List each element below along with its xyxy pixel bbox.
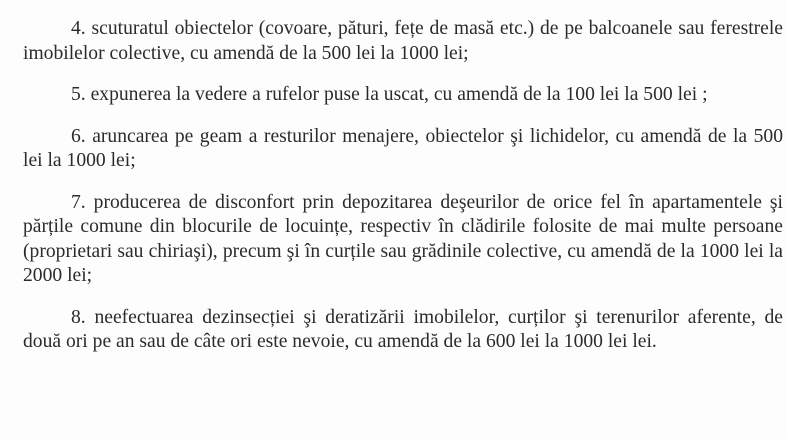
paragraph-item-5: 5. expunerea la vedere a rufelor puse la uscat, cu amendă de la 100 lei la 500 lei ;	[71, 84, 708, 105]
paragraph-item-8: 8. neefectuarea dezinsecției şi deratizării imobilelor, curților şi terenurilor aferente, de două ori pe an sau de câte ori este nevoie, cu amendă de la 600 lei la 1000 lei lei.	[23, 306, 783, 352]
paragraph-item-6: 6. aruncarea pe geam a resturilor menajere, obiectelor şi lichidelor, cu amendă de la 500 lei la 1000 lei;	[23, 125, 783, 171]
paragraph-item-7: 7. producerea de disconfort prin depozitarea deşeurilor de orice fel în apartamentele şi părțile comune din blocurile de locuințe, respectiv în clădirile folosite de mai multe persoane (proprietari sau chiriaşi), precum şi în curțile sau grădinile colective, cu amendă de la 1000 lei la 2000 lei;	[23, 191, 783, 286]
paragraph-item-4: 4. scuturatul obiectelor (covoare, pături, fețe de masă etc.) de pe balcoanele sau ferestrele imobilelor colective, cu amendă de la 500 lei la 1000 lei;	[23, 18, 783, 64]
document-body	[23, 17, 783, 355]
